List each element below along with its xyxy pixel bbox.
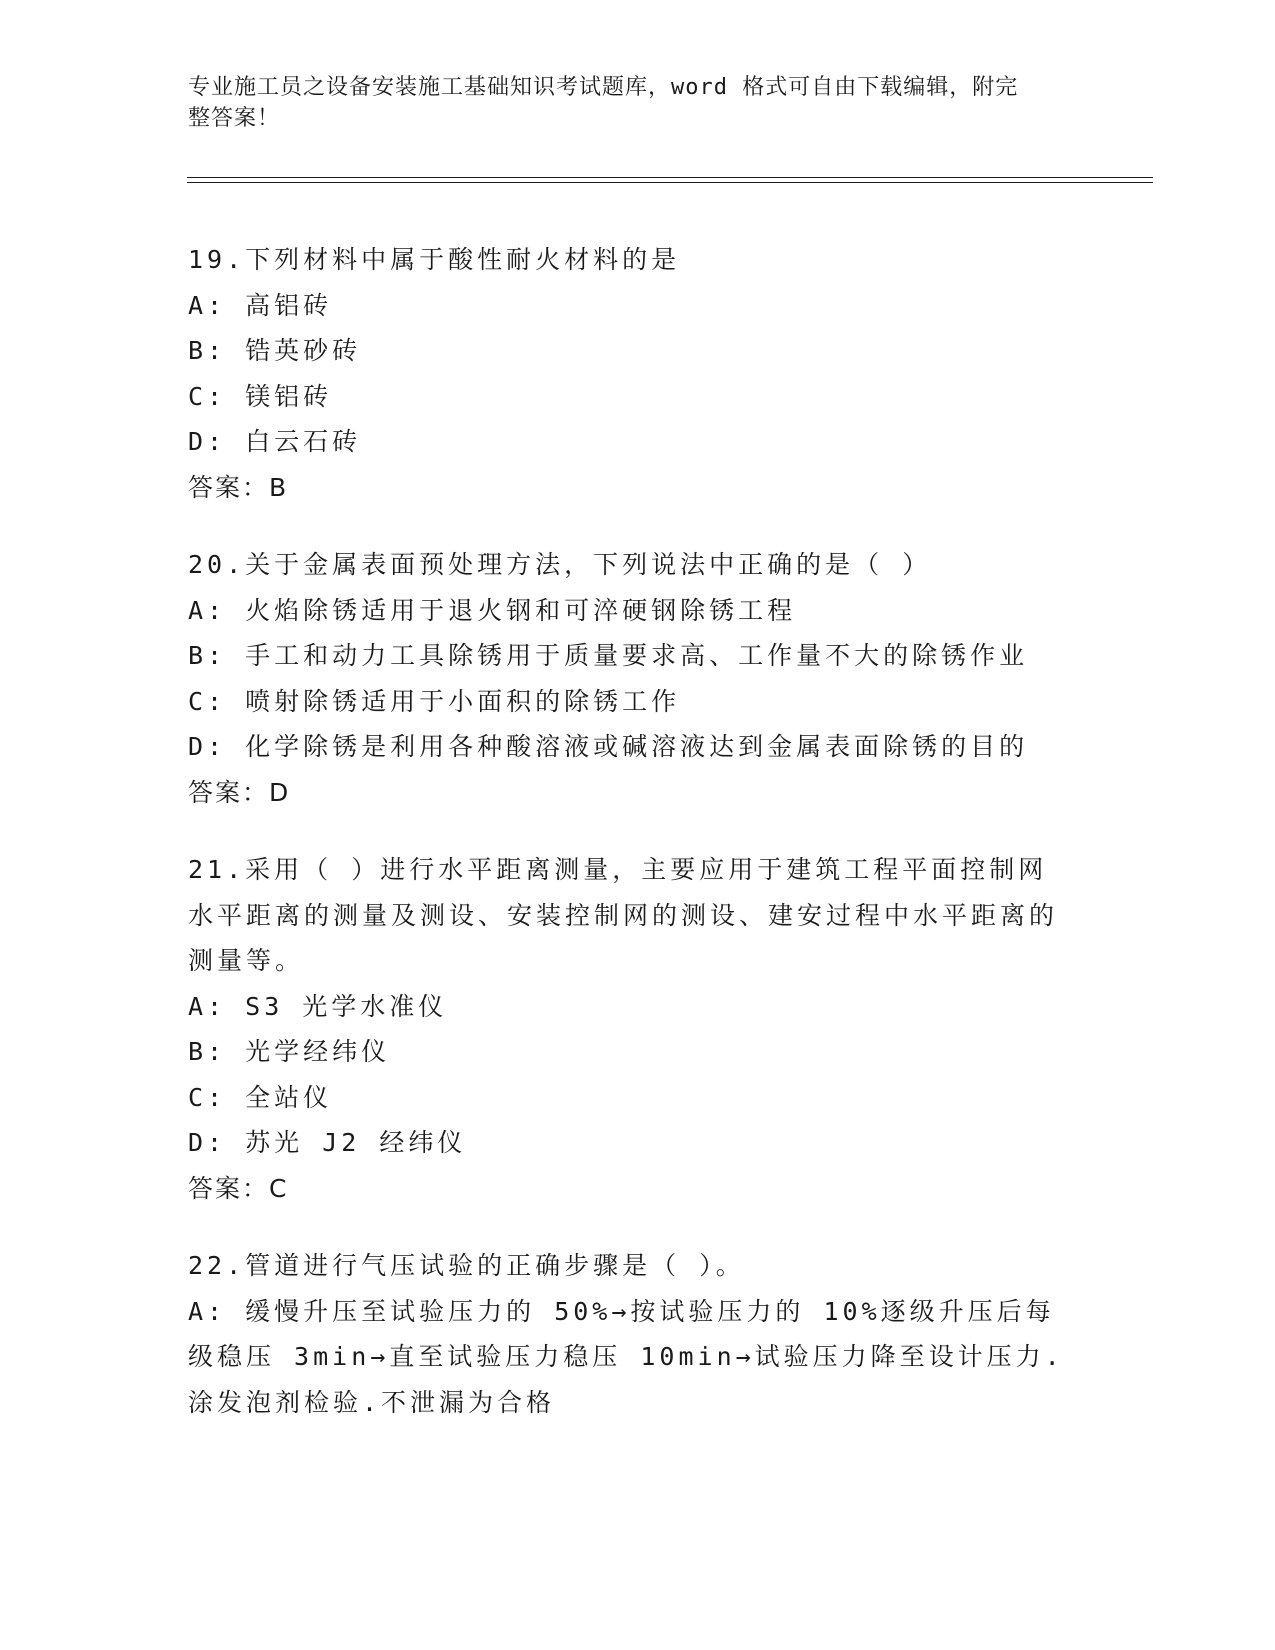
question-22	[188, 1243, 1068, 1425]
header-divider-top	[187, 177, 1153, 178]
document-header	[188, 72, 1068, 134]
option-b: B: 手工和动力工具除锈用于质量要求高、工作量不大的除锈作业	[188, 641, 1029, 670]
question-stem: 21.采用（ ）进行水平距离测量，主要应用于建筑工程平面控制网水平距离的测量及测设、安装控制网的测设、建安过程中水平距离的测量等。	[188, 855, 1059, 975]
question-19	[188, 237, 1068, 510]
option-b: B: 光学经纬仪	[188, 1037, 391, 1066]
answer-label: 答案：C	[188, 1173, 289, 1203]
option-b: B: 锆英砂砖	[188, 336, 362, 365]
option-a: A: 缓慢升压至试验压力的 50%→按试验压力的 10%逐级升压后每级稳压 3min→直至试验压力稳压 10min→试验压力降至设计压力.涂发泡剂检验.不泄漏为合格	[188, 1296, 1064, 1417]
header-line-1: 专业施工员之设备安装施工基础知识考试题库，word 格式可自由下载编辑，附完	[188, 75, 1019, 100]
option-c: C: 喷射除锈适用于小面积的除锈工作	[188, 686, 681, 716]
option-c: C: 全站仪	[188, 1082, 333, 1112]
question-20	[188, 542, 1068, 815]
option-a: A: 火焰除锈适用于退火钢和可淬硬钢除锈工程	[188, 595, 797, 625]
option-d: D: 白云石砖	[188, 427, 362, 456]
option-c: C: 镁铝砖	[188, 381, 333, 411]
answer-label: 答案：B	[188, 472, 289, 502]
question-stem: 22.管道进行气压试验的正确步骤是（ ）。	[188, 1251, 745, 1280]
answer-label: 答案：D	[188, 777, 291, 807]
header-divider-bottom	[187, 182, 1153, 183]
question-21	[188, 847, 1068, 1211]
option-a: A: S3 光学水准仪	[188, 991, 448, 1021]
question-stem: 19.下列材料中属于酸性耐火材料的是	[188, 245, 681, 274]
question-stem: 20.关于金属表面预处理方法，下列说法中正确的是（ ）	[188, 550, 932, 579]
option-d: D: 苏光 J2 经纬仪	[188, 1128, 467, 1157]
option-a: A: 高铝砖	[188, 290, 333, 320]
option-d: D: 化学除锈是利用各种酸溶液或碱溶液达到金属表面除锈的目的	[188, 732, 1029, 761]
header-line-2: 整答案！	[188, 106, 281, 131]
question-list	[188, 237, 1068, 1457]
